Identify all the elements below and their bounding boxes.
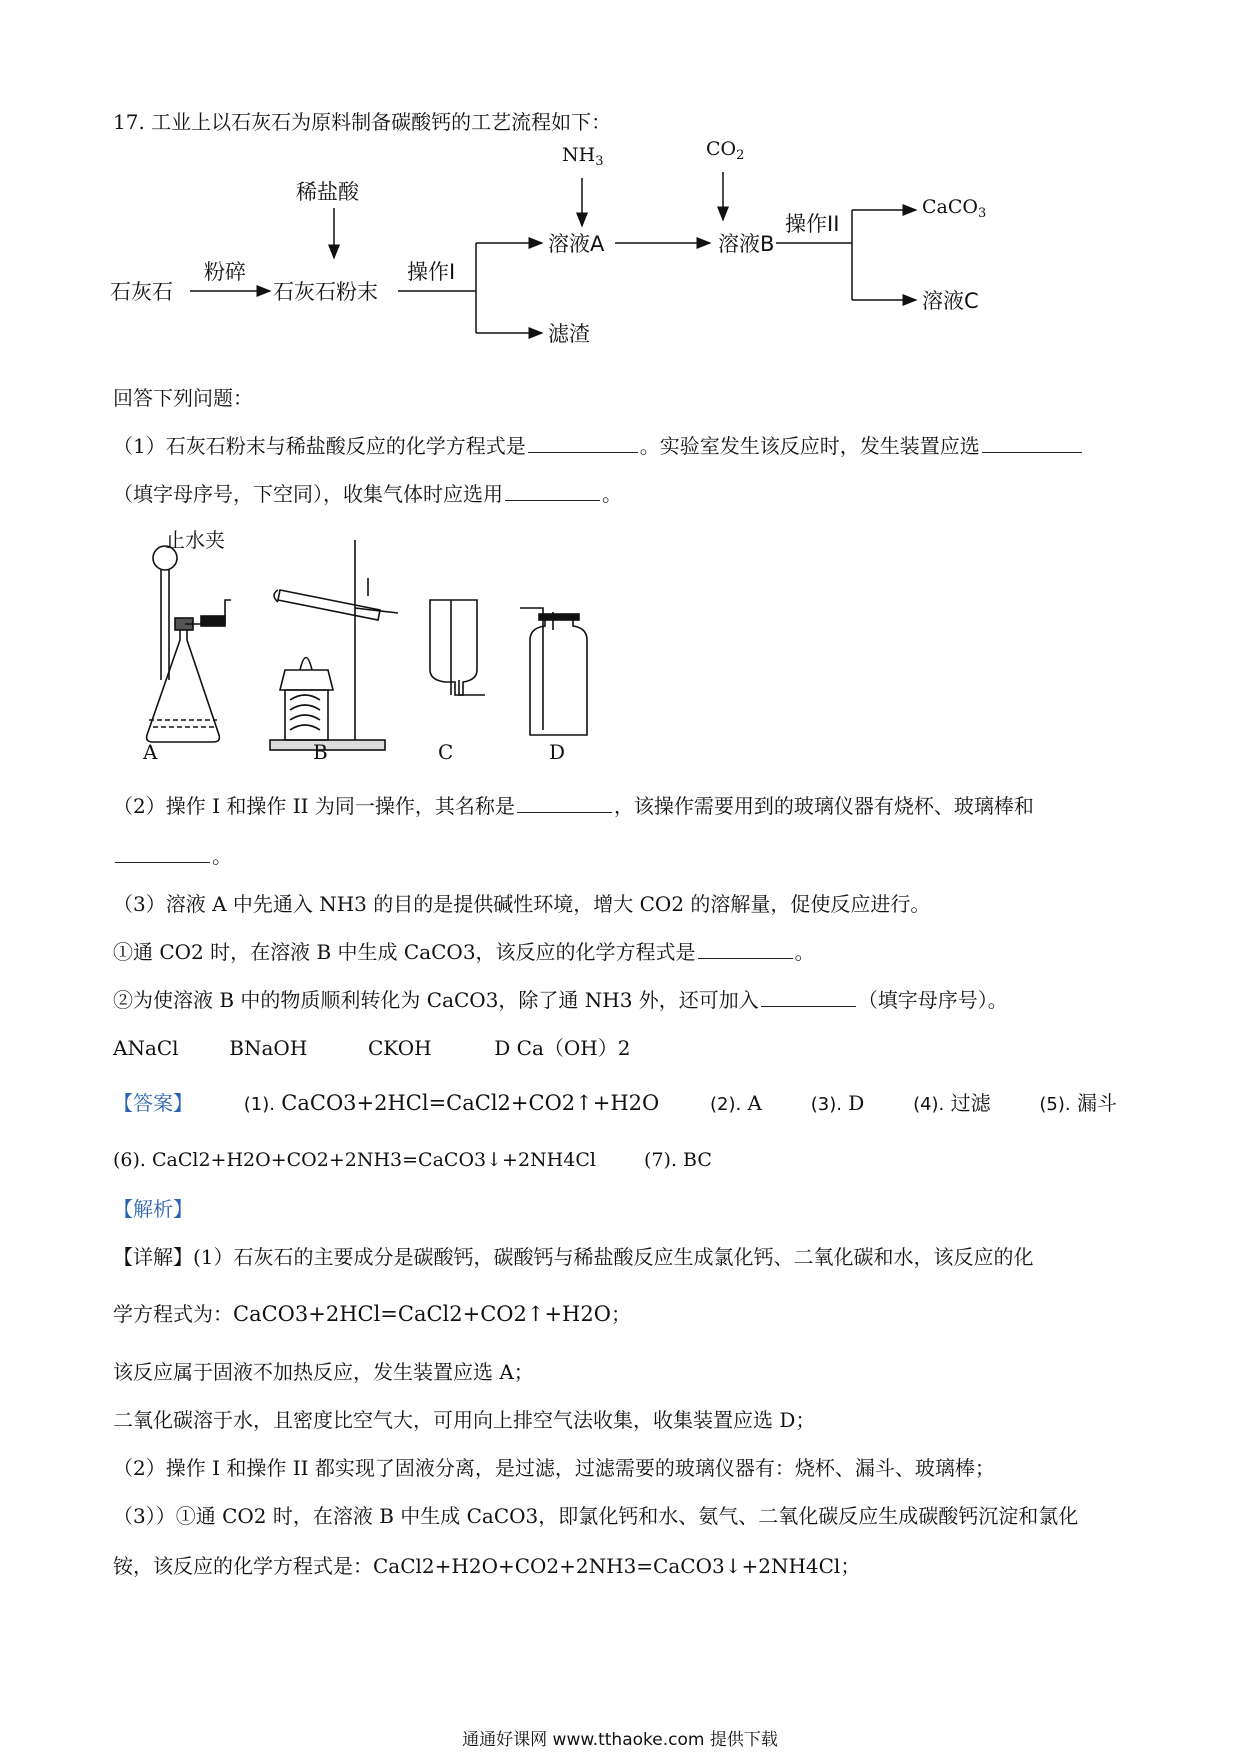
answer-5-num: (5). [1039,1094,1071,1115]
q1-blank-equation[interactable] [528,432,638,453]
option-d: D Ca（OH）2 [494,1036,631,1060]
option-a: ANaCl [113,1036,179,1060]
powder-label: 石灰石粉末 [273,280,378,304]
analysis-line5: （2）操作 I 和操作 II 都实现了固液分离，是过滤，过滤需要的玻璃仪器有：烧杯、漏斗、玻璃棒； [113,1456,995,1480]
q3-2-blank[interactable] [761,986,856,1007]
q3-2-text-a: ②为使溶液 B 中的物质顺利转化为 CaCO3，除了通 NH3 外，还可加入 [113,988,759,1012]
solution-b-label: 溶液B [718,232,775,256]
answer-4: 过滤 [950,1091,991,1115]
q2-blank-instrument[interactable] [115,842,210,863]
q1-blank-generator[interactable] [982,432,1082,453]
apparatus-label-a: A [143,740,158,764]
page-footer: 通通好课网 www.tthaoke.com 提供下载 [462,1730,778,1750]
apparatus-label-c: C [438,740,454,764]
analysis-line3: 该反应属于固液不加热反应，发生装置应选 A； [113,1360,534,1384]
q3-1-text-b: 。 [794,940,815,964]
apparatus-figure [135,530,675,770]
question-title: 17. 工业上以石灰石为原料制备碳酸钙的工艺流程如下： [113,110,612,134]
dilute-hcl-label: 稀盐酸 [296,180,359,204]
answer-2: A [747,1091,762,1115]
q1-text-a: （1）石灰石粉末与稀盐酸反应的化学方程式是 [113,434,526,458]
q1-line1 [113,432,1084,460]
q1-line2 [113,480,622,508]
apparatus-d [520,608,587,735]
answer-1-num: (1). [243,1094,275,1115]
q3-2-line [113,986,1008,1014]
answer-5: 漏斗 [1076,1091,1117,1115]
option-b: BNaOH [229,1036,308,1060]
apparatus-c [430,600,485,695]
answer-label: 【答案】 [113,1091,193,1115]
analysis-equation: CaCO3+2HCl=CaCl2+CO2↑+H2O [233,1302,611,1326]
residue-label: 滤渣 [548,322,590,346]
limestone-label: 石灰石 [110,280,173,304]
caco3-label: CaCO$_3$ [922,196,987,221]
answer-1: CaCO3+2HCl=CaCl2+CO2↑+H2O [281,1091,660,1115]
solution-c-label: 溶液C [922,289,979,313]
answer-7: (7). BC [644,1149,712,1171]
q3-1-text-a: ①通 CO2 时，在溶液 B 中生成 CaCO3，该反应的化学方程式是 [113,940,696,964]
apparatus-a [147,546,231,742]
q2-blank-name[interactable] [517,792,612,813]
analysis-line2-a: 学方程式为： [113,1302,233,1326]
analysis-line1: 【详解】(1）石灰石的主要成分是碳酸钙，碳酸钙与稀盐酸反应生成氯化钙、二氧化碳和水，该反应的化 [113,1245,1034,1269]
options-line [113,1034,630,1062]
answer-3: D [848,1091,865,1115]
answer-line2 [113,1146,712,1174]
crush-label: 粉碎 [204,260,246,284]
q3-2-text-b: （填字母序号）。 [857,988,1008,1012]
co2-label: $CO_2$ [706,138,745,163]
q2-text-c: 。 [212,844,232,868]
analysis-label: 【解析】 [113,1197,193,1221]
q2-line2 [113,842,232,870]
q3-1-blank[interactable] [698,938,793,959]
q3-line: （3）溶液 A 中先通入 NH3 的目的是提供碱性环境，增大 CO2 的溶解量，促使反应进行。 [113,892,931,916]
prompt-text: 回答下列问题： [113,386,253,410]
q3-1-line [113,938,815,966]
option-c: CKOH [367,1036,432,1060]
analysis-line2 [113,1300,631,1328]
q2-text-a: （2）操作 I 和操作 II 为同一操作，其名称是 [113,794,515,818]
analysis-line6: （3））①通 CO2 时，在溶液 B 中生成 CaCO3，即氯化钙和水、氨气、二氧化碳反应生成碳酸钙沉淀和氯化 [113,1504,1079,1528]
q1-blank-collector[interactable] [505,480,600,501]
answer-line1 [113,1089,1117,1119]
apparatus-b [270,540,398,750]
analysis-line4: 二氧化碳溶于水，且密度比空气大，可用向上排空气法收集，收集装置应选 D； [113,1408,816,1432]
q2-line1 [113,792,1034,820]
op1-label: 操作I [407,260,456,284]
analysis-line2-b: ； [610,1302,631,1326]
q2-text-b: ，该操作需要用到的玻璃仪器有烧杯、玻璃棒和 [613,794,1034,818]
apparatus-label-b: B [313,740,328,764]
apparatus-label-d: D [549,740,566,764]
op2-label: 操作II [785,212,840,236]
q1-text-c: （填字母序号，下空同），收集气体时应选用 [113,482,503,506]
answer-2-num: (2). [709,1094,742,1115]
answer-6: (6). CaCl2+H2O+CO2+2NH3=CaCO3↓+2NH4Cl [113,1149,596,1171]
answer-4-num: (4). [913,1094,945,1115]
stop-clamp-label: 止水夹 [165,528,225,552]
apparatus-drawings [135,530,675,770]
process-flow-diagram [110,138,1010,363]
q1-text-b: 。实验室发生该反应时，发生装置应选 [639,434,980,458]
nh3-label: $NH_3$ [562,144,604,169]
q1-text-d: 。 [602,482,622,506]
analysis-line7: 铵，该反应的化学方程式是：CaCl2+H2O+CO2+2NH3=CaCO3↓+2NH4Cl； [113,1554,861,1578]
solution-a-label: 溶液A [548,232,605,256]
answer-3-num: (3). [810,1094,842,1115]
